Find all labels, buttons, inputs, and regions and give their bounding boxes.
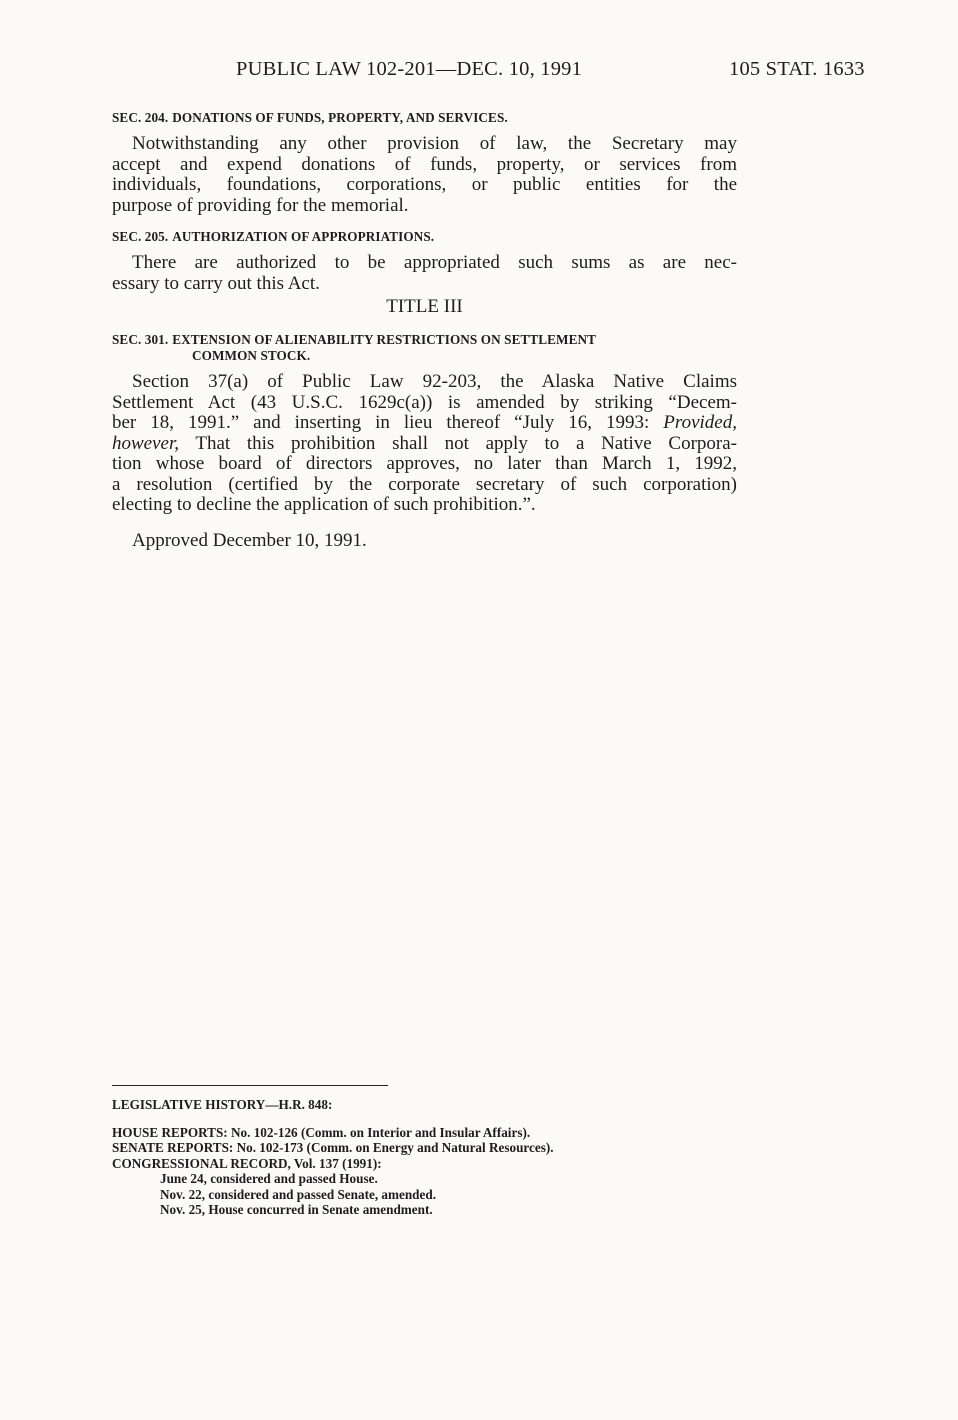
senate-reports: SENATE REPORTS: No. 102-173 (Comm. on Energy and Natural Resources). xyxy=(112,1140,554,1155)
legislative-history-heading: LEGISLATIVE HISTORY—H.R. 848: xyxy=(112,1097,333,1112)
section-title-line2: COMMON STOCK. xyxy=(192,348,311,363)
running-head xyxy=(0,58,958,88)
title-iii-heading: TITLE III xyxy=(386,296,463,317)
footnote-divider xyxy=(112,1085,388,1086)
record-entry: Nov. 25, House concurred in Senate amendment. xyxy=(160,1202,433,1217)
approval-date: Approved December 10, 1991. xyxy=(132,529,367,551)
main-content xyxy=(112,110,737,552)
text-segment: ber 18, 1991.” and inserting in lieu thereof “July 16, 1993: xyxy=(112,412,664,433)
section-heading-205 xyxy=(112,229,737,245)
text-line: There are authorized to be appropriated such sums as are nec- xyxy=(132,252,737,273)
section-number: SEC. 301. xyxy=(112,332,169,347)
text-line: Section 37(a) of Public Law 92-203, the Alaska Native Claims xyxy=(132,371,737,392)
section-text-205 xyxy=(112,253,737,294)
italic-segment: however, xyxy=(112,432,180,454)
text-line: individuals, foundations, corporations, or public entities for the xyxy=(112,174,737,195)
record-entry: June 24, considered and passed House. xyxy=(160,1171,378,1186)
section-text-301 xyxy=(112,372,737,516)
record-entry: Nov. 22, considered and passed Senate, amended. xyxy=(160,1186,436,1202)
text-line: Settlement Act (43 U.S.C. 1629c(a)) is amended by striking “Decem- xyxy=(112,391,737,413)
text-line-with-italic xyxy=(112,434,737,455)
text-line: tion whose board of directors approves, no later than March 1, 1992, xyxy=(112,453,737,474)
section-number: SEC. 204. xyxy=(112,110,169,125)
text-line-with-italic xyxy=(112,413,737,434)
section-heading-204 xyxy=(112,110,737,126)
text-line: a resolution (certified by the corporate secretary of such corporation) xyxy=(112,473,737,495)
section-heading-301 xyxy=(112,332,737,364)
text-segment: That this prohibition shall not apply to a Native Corpora- xyxy=(179,432,737,454)
italic-segment: Provided, xyxy=(663,412,737,433)
section-number: SEC. 205. xyxy=(112,229,169,244)
legislative-history xyxy=(112,1097,752,1218)
section-title: AUTHORIZATION OF APPROPRIATIONS. xyxy=(172,229,435,244)
section-text-204 xyxy=(112,134,737,216)
section-title: DONATIONS OF FUNDS, PROPERTY, AND SERVICES. xyxy=(172,110,508,125)
text-line: essary to carry out this Act. xyxy=(112,272,320,294)
congressional-record: CONGRESSIONAL RECORD, Vol. 137 (1991): xyxy=(112,1155,382,1171)
text-line: Notwithstanding any other provision of law, the Secretary may xyxy=(132,133,737,154)
text-line: purpose of providing for the memorial. xyxy=(112,194,409,216)
text-line: electing to decline the application of such prohibition.”. xyxy=(112,494,536,515)
house-reports: HOUSE REPORTS: No. 102-126 (Comm. on Interior and Insular Affairs). xyxy=(112,1124,531,1140)
text-line: accept and expend donations of funds, property, or services from xyxy=(112,153,737,175)
section-title-line1: EXTENSION OF ALIENABILITY RESTRICTIONS ON SETTLEMENT xyxy=(172,332,597,347)
stat-page-number: 105 STAT. 1633 xyxy=(729,58,865,80)
page-title: PUBLIC LAW 102-201—DEC. 10, 1991 xyxy=(236,58,583,80)
